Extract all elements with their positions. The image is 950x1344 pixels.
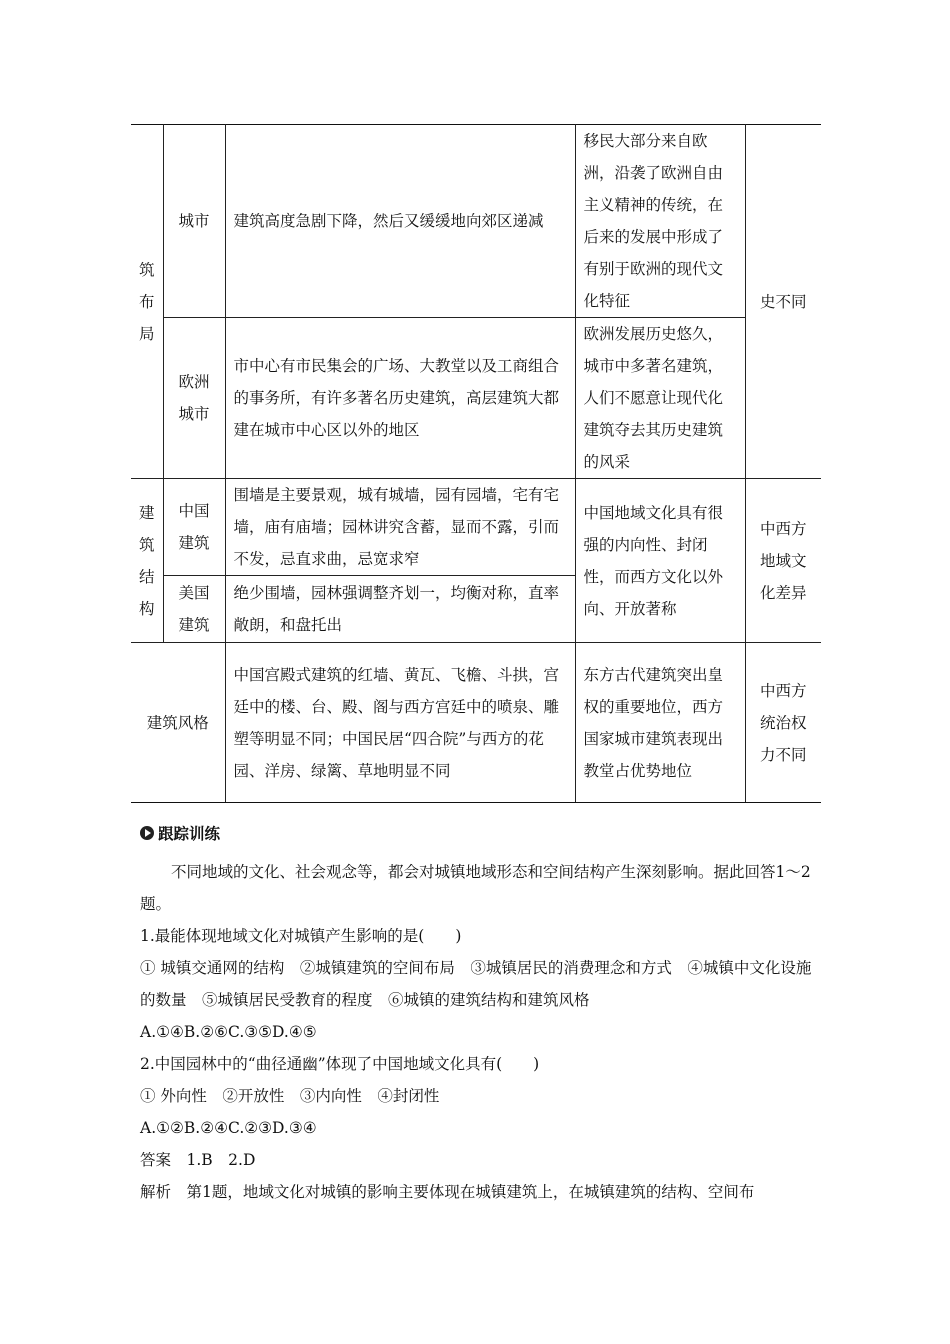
question-1-items: ① 城镇交通网的结构 ②城镇建筑的空间布局 ③城镇居民的消费理念和方式 ④城镇中文化设施的数量 ⑤城镇居民受教育的程度 ⑥城镇的建筑结构和建筑风格 [140, 959, 812, 1009]
section-heading [140, 822, 220, 844]
analysis-line: 解析 第1题，地域文化对城镇的影响主要体现在城镇建筑上，在城镇建筑的结构、空间布 [140, 1183, 755, 1201]
feature-cell: 绝少围墙，园林强调整齐划一，均衡对称，直率敞朗，和盘托出 [225, 576, 575, 643]
reason-cell: 东方古代建筑突出皇权的重要地位，西方国家城市建筑表现出教堂占优势地位 [575, 643, 745, 803]
feature-cell: 围墙是主要景观，城有城墙，园有园墙，宅有宅墙，庙有庙墙；园林讲究含蓄，显而不露，引而不发，忌直求曲，忌宽求窄 [225, 479, 575, 576]
reason-cell: 中国地域文化具有很强的内向性、封闭性，而西方文化以外向、开放著称 [575, 479, 745, 643]
category-cell: 筑布局 [131, 125, 163, 479]
cause-cell: 中西方统治权力不同 [745, 643, 821, 803]
reason-cell: 移民大部分来自欧洲，沿袭了欧洲自由主义精神的传统，在后来的发展中形成了有别于欧洲的现代文化特征 [575, 125, 745, 318]
feature-cell: 中国宫殿式建筑的红墙、黄瓦、飞檐、斗拱，宫廷中的楼、台、殿、阁与西方宫廷中的喷泉、雕塑等明显不同；中国民居“四合院”与西方的花园、洋房、绿篱、草地明显不同 [225, 643, 575, 803]
category-cell: 建筑风格 [131, 643, 225, 803]
subcategory-cell: 中国建筑 [163, 479, 225, 576]
question-2-stem: 2.中国园林中的“曲径通幽”体现了中国地域文化具有( ) [140, 1055, 540, 1073]
cause-cell: 史不同 [745, 125, 821, 479]
reason-cell: 欧洲发展历史悠久，城市中多著名建筑，人们不愿意让现代化建筑夺去其历史建筑的风采 [575, 318, 745, 479]
intro-paragraph: 不同地域的文化、社会观念等，都会对城镇地域形态和空间结构产生深刻影响。据此回答1～2题。 [140, 863, 811, 913]
subcategory-cell: 欧洲城市 [163, 318, 225, 479]
table-row [131, 643, 821, 803]
question-1-stem: 1.最能体现地域文化对城镇产生影响的是( ) [140, 927, 462, 945]
section-title: 跟踪训练 [158, 825, 221, 843]
question-2-items: ① 外向性 ②开放性 ③内向性 ④封闭性 [140, 1087, 440, 1105]
question-2-choices: A.①②B.②④C.②③D.③④ [140, 1119, 317, 1137]
table-row [131, 318, 821, 479]
table-row [131, 479, 821, 576]
subcategory-cell: 美国建筑 [163, 576, 225, 643]
cause-cell: 中西方地域文化差异 [745, 479, 821, 643]
comparison-table [131, 124, 821, 803]
category-cell: 建筑结构 [131, 479, 163, 643]
feature-cell: 市中心有市民集会的广场、大教堂以及工商组合的事务所，有许多著名历史建筑，高层建筑大都建在城市中心区以外的地区 [225, 318, 575, 479]
subcategory-cell: 城市 [163, 125, 225, 318]
exercise-body [140, 856, 812, 1208]
feature-cell: 建筑高度急剧下降，然后又缓缓地向郊区递减 [225, 125, 575, 318]
table-row [131, 125, 821, 318]
play-icon [140, 826, 154, 840]
answer-line: 答案 1.B 2.D [140, 1151, 256, 1169]
question-1-choices: A.①④B.②⑥C.③⑤D.④⑤ [140, 1023, 317, 1041]
